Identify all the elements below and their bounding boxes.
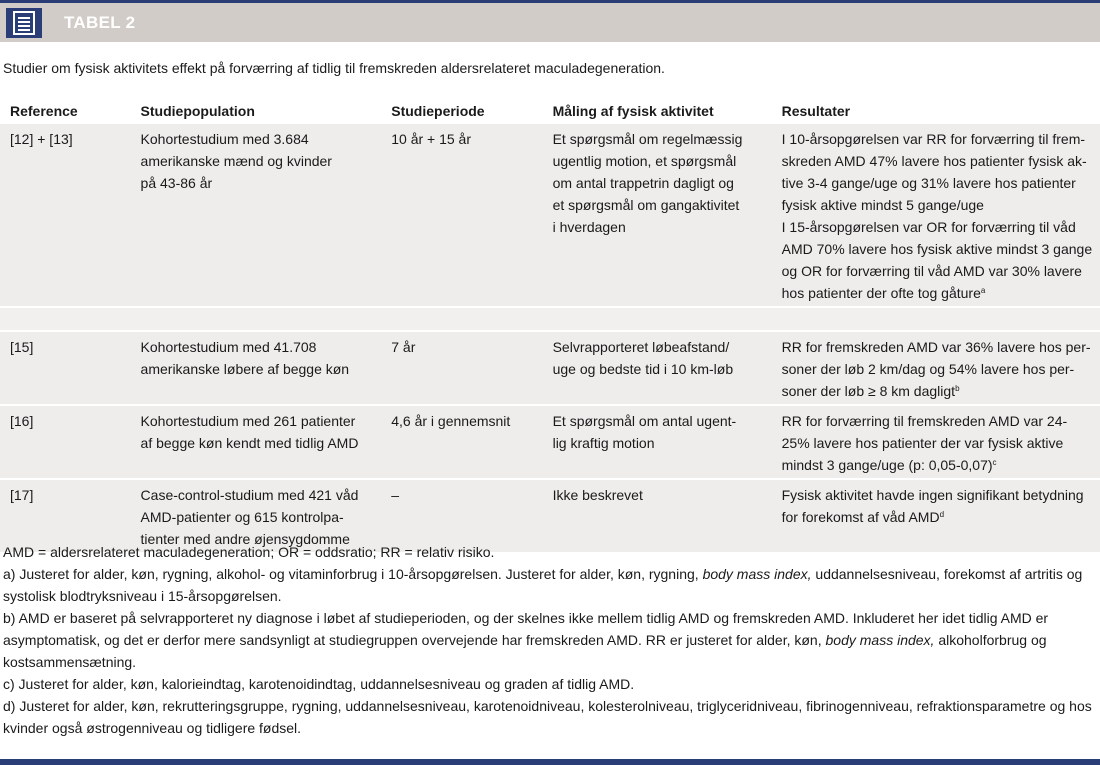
cell-measurement — [553, 405, 782, 479]
column-header-results: Resultater — [781, 103, 851, 119]
cell-population-line: amerikanske løbere af begge køn — [140, 361, 350, 377]
cell-measurement-line: et spørgsmål om gangaktivitet — [552, 197, 740, 213]
cell-reference: [17] — [0, 479, 141, 552]
cell-measurement-line: lig kraftig motion — [552, 435, 655, 451]
footnote-a — [3, 563, 1095, 607]
cell-population — [141, 405, 392, 479]
cell-reference: [12] + [13] — [0, 123, 141, 307]
cell-population-line: Kohortestudium med 261 patienter — [140, 413, 356, 429]
cell-results-line: hos patienter der ofte tog gåture — [781, 285, 981, 301]
cell-results — [782, 405, 1100, 479]
spacer-cell — [0, 307, 1100, 331]
cell-population — [141, 331, 392, 405]
footnote-d: d) Justeret for alder, køn, rekrutteringsgruppe, rygning, uddannelsesniveau, karotenoidniveau, kolesterolniveau, triglyceridniveau, fibrinogenniveau, refraktionsparametre og hos kvinder også østrogenniveau og tidligere fødsel. — [3, 698, 1092, 736]
list-icon — [6, 8, 42, 38]
cell-population-line: Case-control-studium med 421 våd — [140, 487, 359, 503]
cell-results-line: I 10-årsopgørelsen var RR for forværring til frem- — [781, 131, 1086, 147]
cell-measurement — [553, 123, 782, 307]
cell-results-line: AMD 70% lavere hos fysisk aktive mindst 3 gange — [781, 241, 1093, 257]
cell-results-line: soner der løb ≥ 8 km dagligt — [781, 383, 956, 399]
cell-results-line: RR for forværring til fremskreden AMD var 24- — [781, 413, 1068, 429]
cell-measurement-line: i hverdagen — [552, 219, 626, 235]
cell-population-line: Kohortestudium med 41.708 — [140, 339, 317, 355]
footnote-marker: a — [980, 286, 986, 295]
table-spacer-row — [0, 307, 1100, 331]
cell-population-line: AMD-patienter og 615 kontrolpa- — [140, 509, 344, 525]
cell-population-line: tienter med andre øjensygdomme — [140, 531, 350, 547]
footnote-a-text: a) Justeret for alder, køn, rygning, alkohol- og vitaminforbrug i 10-årsopgørelsen. Justeret for alder, køn, rygning, — [3, 566, 703, 582]
cell-results-line: I 15-årsopgørelsen var OR for forværring til våd — [781, 219, 1076, 235]
table-footnotes — [3, 541, 1095, 739]
cell-results-line: fysisk aktive mindst 5 gange/uge — [781, 197, 984, 213]
cell-population-line: Kohortestudium med 3.684 — [140, 131, 309, 147]
footnote-b — [3, 607, 1095, 673]
table-header-row — [0, 98, 1100, 123]
table-row — [0, 405, 1100, 479]
table-header-bar — [0, 3, 1100, 42]
cell-results-line: tive 3-4 gange/uge og 31% lavere hos patienter — [781, 175, 1076, 191]
column-header-reference: Reference — [10, 103, 78, 119]
cell-results-line: og OR for forværring til våd AMD var 30% lavere — [781, 263, 1082, 279]
cell-reference: [16] — [0, 405, 141, 479]
footnote-abbreviations: AMD = aldersrelateret maculadegeneration; OR = oddsratio; RR = relativ risiko. — [3, 544, 495, 560]
footnote-marker: d — [939, 510, 945, 519]
cell-measurement-line: om antal trappetrin dagligt og — [552, 175, 734, 191]
cell-measurement-line: Et spørgsmål om regelmæssig — [552, 131, 743, 147]
cell-results-line: Fysisk aktivitet havde ingen signifikant betydning — [781, 487, 1084, 503]
cell-population-line: af begge køn kendt med tidlig AMD — [140, 435, 359, 451]
cell-measurement-line: uge og bedste tid i 10 km-løb — [552, 361, 734, 377]
footnote-marker: c — [992, 458, 997, 467]
footnote-a-italic: body mass index, — [702, 566, 812, 582]
footnote-a-text-end: uddannelsesniveau, forekomst af artritis og systolisk blodtryksniveau i 15-årsopgørelsen. — [3, 566, 1083, 604]
cell-results-line: mindst 3 gange/uge (p: 0,05-0,07) — [781, 457, 993, 473]
cell-results-line: 25% lavere hos patienter der var fysisk aktive — [781, 435, 1064, 451]
cell-population-line: amerikanske mænd og kvinder — [140, 153, 332, 169]
cell-results — [782, 331, 1100, 405]
table-title: TABEL 2 — [64, 13, 136, 32]
cell-measurement — [553, 331, 782, 405]
cell-results-line: for forekomst af våd AMD — [781, 509, 940, 525]
cell-period: 7 år — [391, 331, 552, 405]
cell-results-line: RR for fremskreden AMD var 36% lavere hos per- — [781, 339, 1091, 355]
cell-reference: [15] — [0, 331, 141, 405]
cell-period: 10 år + 15 år — [391, 123, 552, 307]
footnote-b-italic: body mass index, — [825, 632, 935, 648]
cell-period: – — [391, 479, 552, 552]
cell-measurement-line: Ikke beskrevet — [552, 487, 643, 503]
footnote-b-text-end: alkoholforbrug og kostsammensætning. — [3, 632, 1047, 670]
column-header-measurement: Måling af fysisk aktivitet — [552, 103, 714, 119]
table-row — [0, 123, 1100, 307]
cell-measurement-line: ugentlig motion, et spørgsmål — [552, 153, 737, 169]
column-header-period: Studieperiode — [391, 103, 485, 119]
table-row — [0, 331, 1100, 405]
table-caption: Studier om fysisk aktivitets effekt på forværring af tidlig til fremskreden aldersrelateret maculadegeneration. — [3, 60, 665, 76]
footnote-c: c) Justeret for alder, køn, kalorieindtag, karotenoidindtag, uddannelsesniveau og graden af tidlig AMD. — [3, 676, 635, 692]
cell-measurement-line: Et spørgsmål om antal ugent- — [552, 413, 737, 429]
cell-results-line: skreden AMD 47% lavere hos patienter fysisk ak- — [781, 153, 1087, 169]
studies-table — [0, 98, 1100, 552]
column-header-population: Studiepopulation — [140, 103, 255, 119]
cell-results-line: soner der løb 2 km/dag og 54% lavere hos per- — [781, 361, 1075, 377]
cell-results — [782, 123, 1100, 307]
bottom-rule — [0, 759, 1100, 765]
cell-population-line: på 43-86 år — [140, 175, 213, 191]
footnote-marker: b — [955, 384, 960, 393]
cell-population — [141, 123, 392, 307]
cell-measurement-line: Selvrapporteret løbeafstand/ — [552, 339, 730, 355]
cell-period: 4,6 år i gennemsnit — [391, 405, 552, 479]
footnote-b-text: b) AMD er baseret på selvrapporteret ny diagnose i løbet af studieperioden, og der skelnes ikke mellem tidlig AMD og fremskreden AMD. Inkluderet her idet tidlig AMD er asymptomatisk, og det er derfor mere sandsynligt at studiegruppen overvejende har fremskreden AMD. RR er justeret for alder, køn, — [3, 610, 1049, 648]
